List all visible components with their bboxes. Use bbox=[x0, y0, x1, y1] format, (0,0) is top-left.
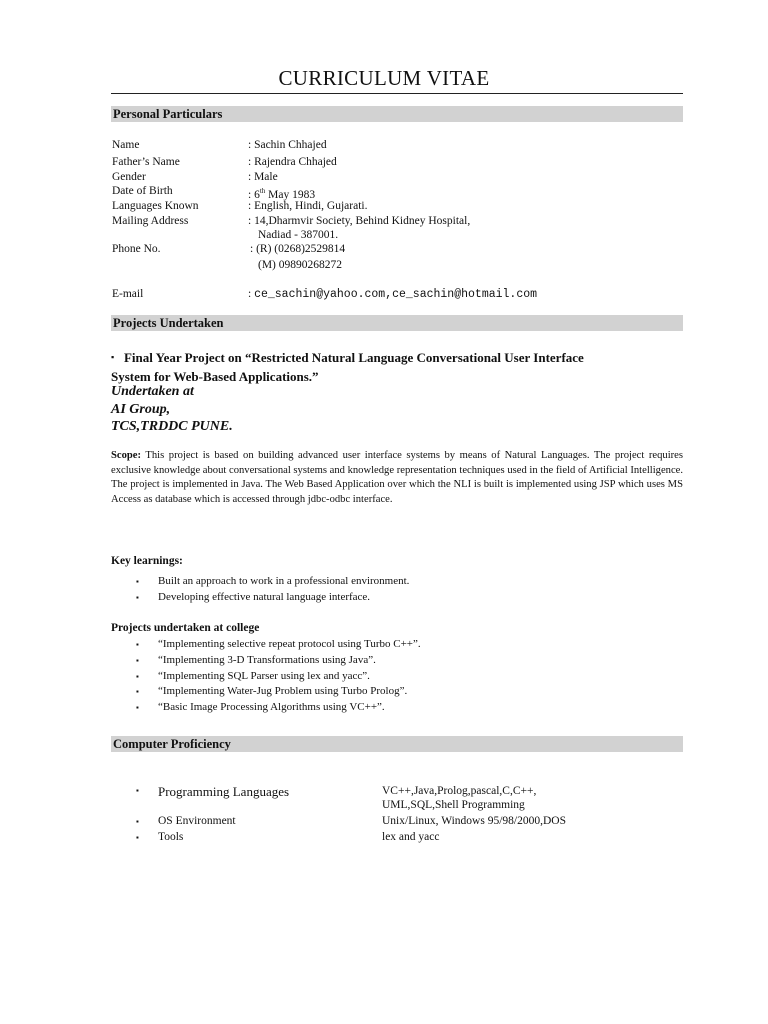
final-project-line1: Final Year Project on “Restricted Natural Language Conversational User Interface bbox=[123, 350, 584, 365]
field-label: Gender bbox=[112, 171, 146, 183]
field-label: Languages Known bbox=[112, 200, 199, 212]
final-project-line2: System for Web-Based Applications.” bbox=[111, 369, 319, 384]
field-label: E-mail bbox=[112, 288, 144, 300]
email-colon: : bbox=[248, 288, 255, 300]
list-item-text: “Implementing selective repeat protocol using Turbo C++”. bbox=[158, 638, 421, 650]
field-value bbox=[248, 287, 537, 302]
field-value: : Sachin Chhajed bbox=[248, 139, 327, 151]
list-item-text: Developing effective natural language interface. bbox=[158, 591, 371, 603]
list-item-text: Built an approach to work in a professional environment. bbox=[158, 575, 410, 587]
proficiency-label: OS Environment bbox=[158, 815, 236, 827]
section-bar-projects bbox=[111, 315, 683, 331]
field-value: : 14,Dharmvir Society, Behind Kidney Hospital, bbox=[248, 215, 471, 227]
proficiency-value: Unix/Linux, Windows 95/98/2000,DOS bbox=[382, 815, 566, 827]
proficiency-label: Tools bbox=[158, 831, 184, 843]
proficiency-value: VC++,Java,Prolog,pascal,C,C++, bbox=[382, 785, 537, 797]
title-rule bbox=[111, 93, 683, 94]
dob-day-suffix: th bbox=[259, 187, 266, 195]
field-label: Father’s Name bbox=[112, 156, 180, 168]
organization-name: TCS,TRDDC PUNE. bbox=[111, 419, 233, 434]
bullet-icon: ▪ bbox=[136, 640, 139, 649]
field-value: : Rajendra Chhajed bbox=[248, 156, 337, 168]
scope-paragraph bbox=[111, 449, 683, 507]
undertaken-at: Undertaken at bbox=[111, 384, 194, 399]
section-heading-projects: Projects Undertaken bbox=[113, 316, 224, 330]
list-item-text: “Implementing SQL Parser using lex and yacc”. bbox=[158, 670, 370, 682]
proficiency-value: lex and yacc bbox=[382, 831, 440, 843]
group-name: AI Group, bbox=[111, 402, 171, 417]
field-value: : English, Hindi, Gujarati. bbox=[248, 200, 368, 212]
section-heading-personal: Personal Particulars bbox=[113, 107, 223, 121]
bullet-icon: ▪ bbox=[136, 593, 139, 602]
key-learnings-heading: Key learnings: bbox=[111, 555, 183, 567]
bullet-icon: ▪ bbox=[136, 687, 139, 696]
bullet-icon: ▪ bbox=[136, 703, 139, 712]
dob-day: : 6 bbox=[248, 188, 260, 201]
section-bar-personal bbox=[111, 106, 683, 122]
field-label: Date of Birth bbox=[112, 185, 173, 197]
field-value: : Male bbox=[248, 171, 278, 183]
proficiency-value: UML,SQL,Shell Programming bbox=[382, 799, 525, 811]
scope-label: Scope: bbox=[111, 450, 142, 461]
bullet-icon: ▪ bbox=[136, 833, 139, 842]
field-value: Nadiad - 387001. bbox=[258, 229, 339, 241]
bullet-icon: ▪ bbox=[136, 817, 139, 826]
field-value: (M) 09890268272 bbox=[258, 259, 343, 271]
field-label: Phone No. bbox=[112, 243, 161, 255]
email-value: ce_sachin@yahoo.com,ce_sachin@hotmail.com bbox=[254, 288, 538, 301]
proficiency-label: Programming Languages bbox=[158, 784, 290, 799]
field-value: : (R) (0268)2529814 bbox=[250, 243, 346, 255]
list-item-text: “Implementing Water-Jug Problem using Turbo Prolog”. bbox=[158, 685, 408, 697]
cv-title: CURRICULUM VITAE bbox=[278, 66, 490, 90]
bullet-icon: ▪ bbox=[136, 656, 139, 665]
bullet-icon: ▪ bbox=[136, 786, 139, 795]
bullet-icon: ▪ bbox=[136, 672, 139, 681]
dob-rest: May 1983 bbox=[265, 188, 316, 201]
final-project-title bbox=[111, 349, 683, 385]
list-item-text: “Basic Image Processing Algorithms using VC++”. bbox=[158, 701, 385, 713]
list-item-text: “Implementing 3-D Transformations using Java”. bbox=[158, 654, 376, 666]
bullet-icon: ▪ bbox=[136, 577, 139, 586]
field-label: Name bbox=[112, 139, 140, 151]
college-projects-heading: Projects undertaken at college bbox=[111, 622, 260, 634]
bullet-icon: ▪ bbox=[111, 352, 115, 362]
scope-text: This project is based on building advanced user interface systems by means of Natural Languages. The project requires exclusive knowledge about conversational systems and knowledge representation techniques used in the field of Artificial Intelligence. The project is implemented in Java. The Web Based Application over which the NLI is built is implemented using JSP which uses MS Access as database which is accessed through jdbc-odbc interface. bbox=[111, 450, 683, 505]
section-heading-computer: Computer Proficiency bbox=[113, 737, 231, 751]
section-bar-computer bbox=[111, 736, 683, 752]
field-label: Mailing Address bbox=[112, 215, 189, 227]
